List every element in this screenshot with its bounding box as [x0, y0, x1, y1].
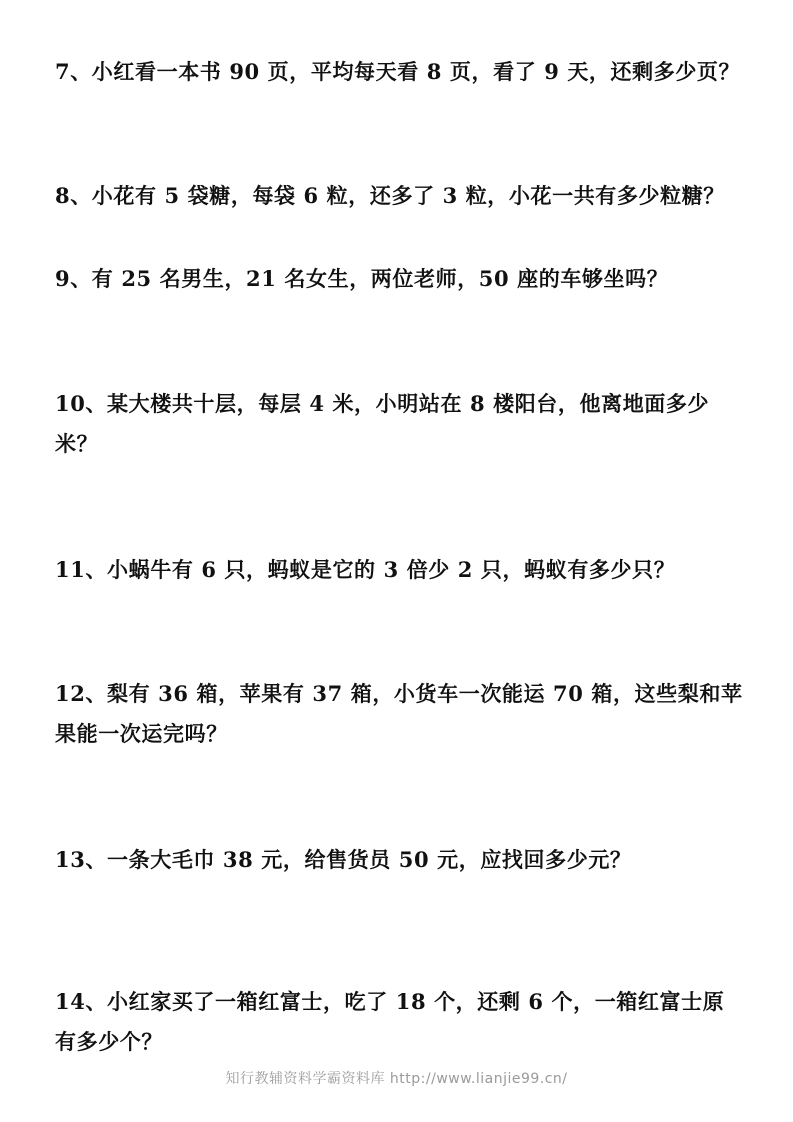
question-11: 11、小蜗牛有 6 只，蚂蚁是它的 3 倍少 2 只，蚂蚁有多少只？	[55, 557, 676, 582]
question-12: 12、梨有 36 箱，苹果有 37 箱，小货车一次能运 70 箱，这些梨和苹果能一次运完吗？	[55, 681, 743, 746]
footer-watermark: 知行教辅资料学霸资料库 http://www.lianjie99.cn/	[225, 1071, 568, 1087]
question-10: 10、某大楼共十层，每层 4 米，小明站在 8 楼阳台，他离地面多少米？	[55, 391, 710, 456]
question-9: 9、有 25 名男生，21 名女生，两位老师，50 座的车够坐吗？	[55, 266, 669, 291]
question-13: 13、一条大毛巾 38 元，给售货员 50 元，应找回多少元？	[55, 847, 632, 872]
question-7: 7、小红看一本书 90 页，平均每天看 8 页，看了 9 天，还剩多少页？	[55, 59, 741, 84]
question-8: 8、小花有 5 袋糖，每袋 6 粒，还多了 3 粒，小花一共有多少粒糖？	[55, 183, 725, 208]
question-14: 14、小红家买了一箱红富士，吃了 18 个，还剩 6 个，一箱红富士原有多少个？	[55, 989, 725, 1054]
